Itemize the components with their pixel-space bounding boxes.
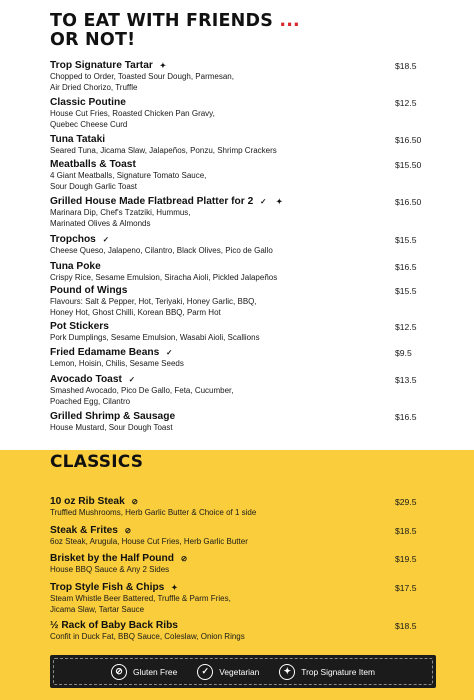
vegetarian-icon: ✓ xyxy=(260,197,267,207)
item-desc: House BBQ Sauce & Any 2 Sides xyxy=(50,565,170,574)
legend-label: Vegetarian xyxy=(219,666,260,677)
item-desc: Lemon, Hoisin, Chilis, Sesame Seeds xyxy=(50,359,184,368)
item-desc: House Mustard, Sour Dough Toast xyxy=(50,423,173,432)
item-desc: Honey Hot, Ghost Chilli, Korean BBQ, Parm Hot xyxy=(50,307,221,317)
signature-icon: ✦ xyxy=(171,583,178,593)
item-name: Fried Edamame Beans xyxy=(50,347,160,358)
item-price: $13.5 xyxy=(395,375,417,385)
item-desc: Marinara Dip, Chef's Tzatziki, Hummus, xyxy=(50,208,191,217)
item-price: $15.5 xyxy=(395,235,417,245)
dietary-legend xyxy=(50,655,436,688)
item-name: Pound of Wings xyxy=(50,285,128,296)
signature-icon: ✦ xyxy=(279,664,295,680)
menu-item xyxy=(50,411,430,434)
item-price: $9.5 xyxy=(395,348,412,358)
item-price: $15.50 xyxy=(395,160,422,170)
item-name: 10 oz Rib Steak xyxy=(50,496,125,507)
item-name: Brisket by the Half Pound xyxy=(50,553,174,564)
menu-item xyxy=(50,60,430,93)
item-price: $16.5 xyxy=(395,412,417,422)
gluten-free-icon: ⊘ xyxy=(131,497,138,507)
item-desc: Seared Tuna, Jicama Slaw, Jalapeños, Ponzu, Shrimp Crackers xyxy=(50,146,277,155)
menu-item xyxy=(50,97,430,130)
item-price: $18.5 xyxy=(395,61,417,71)
item-desc: Air Dried Chorizo, Truffle xyxy=(50,82,138,92)
item-desc: Crispy Rice, Sesame Emulsion, Siracha Aioli, Pickled Jalapeños xyxy=(50,273,278,282)
vegetarian-icon: ✓ xyxy=(197,664,213,680)
item-price: $16.50 xyxy=(395,135,422,145)
menu-item xyxy=(50,134,430,157)
item-price: $15.5 xyxy=(395,286,417,296)
item-desc: 6oz Steak, Arugula, House Cut Fries, Herb Garlic Butter xyxy=(50,537,248,546)
menu-item xyxy=(50,234,430,257)
menu-item xyxy=(50,582,430,615)
classics-section-title: CLASSICS xyxy=(50,452,144,472)
item-name: Steak & Frites xyxy=(50,525,118,536)
item-desc: Marinated Olives & Almonds xyxy=(50,218,151,228)
menu-item xyxy=(50,321,430,344)
legend-signature xyxy=(279,664,375,680)
signature-icon: ✦ xyxy=(276,197,283,207)
item-price: $16.5 xyxy=(395,262,417,272)
item-desc: Sour Dough Garlic Toast xyxy=(50,181,138,191)
item-name: ½ Rack of Baby Back Ribs xyxy=(50,620,178,631)
menu-item xyxy=(50,347,430,370)
item-desc: Quebec Cheese Curd xyxy=(50,119,128,129)
menu-item xyxy=(50,196,430,229)
item-desc: Smashed Avocado, Pico De Gallo, Feta, Cucumber, xyxy=(50,386,234,395)
item-name: Avocado Toast xyxy=(50,374,122,385)
item-name: Meatballs & Toast xyxy=(50,159,136,170)
vegetarian-icon: ✓ xyxy=(128,375,136,385)
item-desc: Chopped to Order, Toasted Sour Dough, Parmesan, xyxy=(50,72,234,81)
item-price: $17.5 xyxy=(395,583,417,593)
item-desc: Jicama Slaw, Tartar Sauce xyxy=(50,604,145,614)
menu-item xyxy=(50,159,430,192)
item-price: $12.5 xyxy=(395,98,417,108)
vegetarian-icon: ✓ xyxy=(102,235,109,245)
menu-item xyxy=(50,553,430,576)
item-name: Tropchos xyxy=(50,234,96,245)
title-dots: ... xyxy=(279,11,300,31)
item-desc: Steam Whistle Beer Battered, Truffle & Parm Fries, xyxy=(50,594,231,603)
item-name: Trop Style Fish & Chips xyxy=(50,582,165,593)
item-desc: House Cut Fries, Roasted Chicken Pan Gravy, xyxy=(50,109,215,118)
item-name: Tuna Tataki xyxy=(50,134,106,145)
gluten-free-icon: ⊘ xyxy=(111,664,127,680)
item-name: Grilled Shrimp & Sausage xyxy=(50,411,176,422)
friends-section-title: TO EAT WITH FRIENDS ... OR NOT! xyxy=(50,11,300,50)
legend-gluten-free xyxy=(111,664,177,680)
menu-item xyxy=(50,285,430,318)
menu-item xyxy=(50,261,430,284)
item-price: $18.5 xyxy=(395,621,417,631)
gluten-free-icon: ⊘ xyxy=(124,526,132,536)
menu-item xyxy=(50,374,430,407)
vegetarian-icon: ✓ xyxy=(166,348,173,358)
item-desc: Cheese Queso, Jalapeno, Cilantro, Black Olives, Pico de Gallo xyxy=(50,246,273,255)
item-name: Trop Signature Tartar xyxy=(50,60,153,71)
legend-label: Gluten Free xyxy=(133,666,178,677)
item-price: $12.5 xyxy=(395,322,417,332)
item-name: Pot Stickers xyxy=(50,321,109,332)
signature-icon: ✦ xyxy=(159,61,166,71)
item-price: $19.5 xyxy=(395,554,417,564)
item-name: Tuna Poke xyxy=(50,261,101,272)
item-price: $29.5 xyxy=(395,497,417,507)
item-desc: Truffled Mushrooms, Herb Garlic Butter & Choice of 1 side xyxy=(50,508,257,517)
item-price: $16.50 xyxy=(395,197,422,207)
item-name: Grilled House Made Flatbread Platter for 2 xyxy=(50,196,254,207)
item-desc: Pork Dumplings, Sesame Emulsion, Wasabi Aioli, Scallions xyxy=(50,333,260,342)
legend-label: Trop Signature Item xyxy=(301,666,375,677)
legend-vegetarian xyxy=(197,664,259,680)
menu-item xyxy=(50,525,430,548)
item-desc: Flavours: Salt & Pepper, Hot, Teriyaki, Honey Garlic, BBQ, xyxy=(50,297,257,306)
gluten-free-icon: ⊘ xyxy=(180,554,188,564)
item-desc: 4 Giant Meatballs, Signature Tomato Sauce, xyxy=(50,171,207,180)
item-desc: Confit in Duck Fat, BBQ Sauce, Coleslaw, Onion Rings xyxy=(50,632,245,641)
menu-item xyxy=(50,496,430,519)
menu-item xyxy=(50,620,430,643)
item-desc: Poached Egg, Cilantro xyxy=(50,396,131,406)
item-price: $18.5 xyxy=(395,526,417,536)
item-name: Classic Poutine xyxy=(50,97,126,108)
